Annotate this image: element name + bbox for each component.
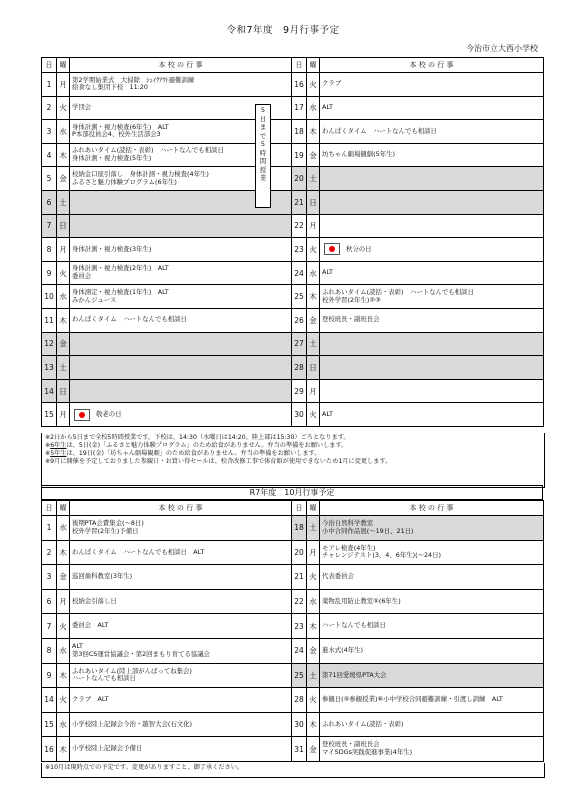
weekday-cell: 水 <box>307 589 320 614</box>
event-cell: 小学校陸上記録会今治・越智大会(石文化) <box>70 712 292 737</box>
weekday-cell: 日 <box>307 356 320 380</box>
col-day: 日 <box>42 58 57 73</box>
vbox-char: 5 <box>260 106 266 114</box>
weekday-cell: 水 <box>307 96 320 120</box>
note-line: ※2日から5日まで全校5時間授業です。下校は、14:30（水曜日は14:20、陸上部は15:30）ごろとなります。 <box>45 434 350 441</box>
table-row <box>42 688 544 713</box>
day-cell: 2 <box>42 96 57 120</box>
school-name: 今治市立大西小学校 <box>466 44 538 53</box>
weekday-cell: 月 <box>307 379 320 403</box>
weekday-cell: 月 <box>307 540 320 565</box>
table-row <box>42 379 544 403</box>
event-cell: 参観日(⑤参観授業)⑥小中学校合同避難訓練・引渡し訓練 ALT <box>320 688 544 713</box>
table-row <box>42 712 544 737</box>
day-cell: 26 <box>292 308 307 332</box>
table-row <box>42 356 544 380</box>
event-cell: ALT <box>320 96 544 120</box>
day-cell: 1 <box>42 73 57 97</box>
table-row <box>42 238 544 262</box>
day-cell: 24 <box>292 638 307 663</box>
table-row <box>42 285 544 309</box>
day-cell: 8 <box>42 638 57 663</box>
event-cell <box>70 403 292 427</box>
event-cell: 登校班長・副班長会 <box>320 308 544 332</box>
event-cell: わんぱくタイム ハートなんでも相談日 <box>320 120 544 144</box>
weekday-cell: 水 <box>57 638 70 663</box>
table-row <box>42 190 544 214</box>
table-row <box>42 214 544 238</box>
event-cell <box>70 332 292 356</box>
day-cell: 22 <box>292 214 307 238</box>
event-cell: 登校班長・副班長会 マイSDGs実践促進事業(4年生) <box>320 737 544 762</box>
vbox-char: で <box>259 131 267 140</box>
day-cell: 19 <box>292 143 307 167</box>
event-cell: 校納金口座引落し 身体計測・視力検査(4年生) ふるさと魅力体験プログラム(6年生) <box>70 167 292 191</box>
vbox-char: 時 <box>259 148 267 157</box>
event-cell: 代表委員会 <box>320 565 544 590</box>
weekday-cell: 日 <box>57 214 70 238</box>
day-cell: 28 <box>292 688 307 713</box>
event-cell: わんぱくタイム ハートなんでも相談日 <box>70 308 292 332</box>
weekday-cell: 木 <box>57 308 70 332</box>
japan-flag-icon <box>324 243 340 255</box>
weekday-cell: 木 <box>307 614 320 639</box>
weekday-cell: 金 <box>307 308 320 332</box>
event-cell: 身体計測・視力検査(3年生) <box>70 238 292 262</box>
day-cell: 27 <box>292 332 307 356</box>
vbox-char: 授 <box>259 165 267 174</box>
holiday-label: 敬老の日 <box>96 409 122 418</box>
weekday-cell: 土 <box>57 356 70 380</box>
event-cell <box>70 356 292 380</box>
day-cell: 24 <box>292 261 307 285</box>
day-cell: 20 <box>292 167 307 191</box>
note-line: ※9月に開催を予定しておりました参観日・お買い得セールは、校舎改修工事で体育館が使用できないため1月に変更します。 <box>45 457 392 465</box>
weekday-cell: 火 <box>307 403 320 427</box>
weekday-cell: 火 <box>57 261 70 285</box>
event-cell <box>70 379 292 403</box>
note-line: ※10月は現時点での予定です。変更がありますこと、御了承ください。 <box>45 764 244 771</box>
weekday-cell: 日 <box>57 379 70 403</box>
weekday-cell: 木 <box>57 143 70 167</box>
day-cell: 15 <box>42 403 57 427</box>
table-row <box>42 308 544 332</box>
col-weekday: 曜 <box>57 501 70 516</box>
event-cell: 小学校陸上記録会予備日 <box>70 737 292 762</box>
day-cell: 3 <box>42 120 57 144</box>
weekday-cell: 土 <box>307 516 320 541</box>
table-row <box>42 332 544 356</box>
weekday-cell: 土 <box>57 190 70 214</box>
day-cell: 11 <box>42 308 57 332</box>
weekday-cell: 火 <box>307 565 320 590</box>
day-cell: 21 <box>292 190 307 214</box>
day-cell: 23 <box>292 614 307 639</box>
day-cell: 7 <box>42 614 57 639</box>
event-cell: 今治自然科学教室 小中合同作品展(～19日、21日) <box>320 516 544 541</box>
table-row <box>42 403 544 427</box>
weekday-cell: 火 <box>307 73 320 97</box>
event-cell: 第2学期始業式 大掃除 ｼｪｲｸｱｳﾄ避難訓練 給食なし集団下校 11:20 <box>70 73 292 97</box>
weekday-cell: 月 <box>57 238 70 262</box>
table-row <box>42 589 544 614</box>
event-cell: クラブ ALT <box>70 688 292 713</box>
table-row <box>42 516 544 541</box>
weekday-cell: 水 <box>307 261 320 285</box>
day-cell: 18 <box>292 516 307 541</box>
weekday-cell: 木 <box>307 120 320 144</box>
holiday-event <box>322 243 541 255</box>
event-cell: モアレ検査(4年生) チャレンジテスト(3、4、6年生)(～24日) <box>320 540 544 565</box>
col-weekday: 曜 <box>307 58 320 73</box>
table-row <box>42 540 544 565</box>
weekday-cell: 月 <box>57 403 70 427</box>
event-cell: 委員会 ALT <box>70 614 292 639</box>
five-period-note-box <box>255 104 271 208</box>
day-cell: 31 <box>292 737 307 762</box>
event-cell: わんぱくタイム ハートなんでも相談日 ALT <box>70 540 292 565</box>
day-cell: 14 <box>42 688 57 713</box>
day-cell: 9 <box>42 663 57 688</box>
event-cell: ふれあいタイム(読括・表彰) ハートなんでも相談日 身体計測・視力検査(5年生) <box>70 143 292 167</box>
col-weekday: 曜 <box>307 501 320 516</box>
event-cell <box>320 332 544 356</box>
weekday-cell: 金 <box>57 167 70 191</box>
day-cell: 20 <box>292 540 307 565</box>
col-day: 日 <box>292 501 307 516</box>
col-day: 日 <box>292 58 307 73</box>
event-cell: ALT <box>320 403 544 427</box>
table-row <box>42 143 544 167</box>
table-row <box>42 167 544 191</box>
event-cell: ハートなんでも相談日 <box>320 614 544 639</box>
holiday-label: 秋分の日 <box>346 244 372 253</box>
day-cell: 13 <box>42 356 57 380</box>
day-cell: 5 <box>42 167 57 191</box>
col-day: 日 <box>42 501 57 516</box>
day-cell: 29 <box>292 379 307 403</box>
col-events: 本 校 の 行 事 <box>70 58 292 73</box>
october-note <box>41 763 545 778</box>
weekday-cell: 火 <box>57 688 70 713</box>
table-header-row <box>42 58 544 73</box>
weekday-cell: 火 <box>307 688 320 713</box>
weekday-cell: 水 <box>57 712 70 737</box>
table-row <box>42 565 544 590</box>
event-cell: ふれあいタイム(読括・表彰) ハートなんでも相談日 校外学習(2年生)②③ <box>320 285 544 309</box>
table-row <box>42 261 544 285</box>
day-cell: 30 <box>292 712 307 737</box>
table-header-row <box>42 501 544 516</box>
day-cell: 25 <box>292 663 307 688</box>
holiday-event <box>72 409 289 421</box>
table-row <box>42 96 544 120</box>
day-cell: 6 <box>42 190 57 214</box>
vbox-char: 間 <box>259 157 267 165</box>
weekday-cell: 火 <box>307 238 320 262</box>
weekday-cell: 日 <box>307 190 320 214</box>
event-cell: ALT 第3回CS運営協議会・第2回まもり育てる協議会 <box>70 638 292 663</box>
weekday-cell: 木 <box>57 540 70 565</box>
day-cell: 22 <box>292 589 307 614</box>
weekday-cell: 月 <box>57 589 70 614</box>
weekday-cell: 木 <box>307 285 320 309</box>
col-weekday: 曜 <box>57 58 70 73</box>
day-cell: 10 <box>42 285 57 309</box>
day-cell: 4 <box>42 143 57 167</box>
event-cell: 後期PTA会費集金(～8日) 校外学習(2年生)予備日 <box>70 516 292 541</box>
table-row <box>42 638 544 663</box>
note-line: ※6年生は、5日(金)「ふるさと魅力体験プログラム」のため給食がありません。弁当の準備をお願いします。 <box>45 441 348 449</box>
day-cell: 18 <box>292 120 307 144</box>
col-events: 本 校 の 行 事 <box>320 501 544 516</box>
table-row <box>42 737 544 762</box>
weekday-cell: 金 <box>57 332 70 356</box>
event-cell: ふれあいタイム(陸上部がんばってね集会) ハートなんでも相談日 <box>70 663 292 688</box>
weekday-cell: 木 <box>57 663 70 688</box>
weekday-cell: 金 <box>307 737 320 762</box>
day-cell: 6 <box>42 589 57 614</box>
weekday-cell: 火 <box>57 96 70 120</box>
day-cell: 17 <box>292 96 307 120</box>
vbox-char: 業 <box>259 174 267 182</box>
weekday-cell: 土 <box>307 167 320 191</box>
weekday-cell: 金 <box>57 565 70 590</box>
vbox-char: 日 <box>259 114 267 123</box>
event-cell: 校納金引落し日 <box>70 589 292 614</box>
event-cell: ふれあいタイム(読括・表彰) <box>320 712 544 737</box>
event-cell <box>320 356 544 380</box>
day-cell: 1 <box>42 516 57 541</box>
day-cell: 9 <box>42 261 57 285</box>
event-cell: 薬物乱用防止教室⑤(6年生) <box>320 589 544 614</box>
day-cell: 8 <box>42 238 57 262</box>
weekday-cell: 土 <box>307 332 320 356</box>
table-row <box>42 663 544 688</box>
table-row <box>42 614 544 639</box>
weekday-cell: 金 <box>307 143 320 167</box>
event-cell: 身体測定・視力検査(1年生) ALT みかんジュース <box>70 285 292 309</box>
september-schedule-table <box>41 57 544 427</box>
event-cell <box>70 214 292 238</box>
event-cell: 身体計測・視力検査(6年生) ALT P本部役員会4、校外生活部会3 <box>70 120 292 144</box>
col-events: 本 校 の 行 事 <box>320 58 544 73</box>
weekday-cell: 水 <box>57 285 70 309</box>
day-cell: 25 <box>292 285 307 309</box>
page-title: 令和7年度 9月行事予定 <box>226 25 340 36</box>
event-cell <box>320 167 544 191</box>
weekday-cell: 水 <box>57 516 70 541</box>
day-cell: 28 <box>292 356 307 380</box>
table-row <box>42 73 544 97</box>
weekday-cell: 水 <box>57 120 70 144</box>
vbox-char: ま <box>259 123 267 131</box>
day-cell: 3 <box>42 565 57 590</box>
event-cell <box>320 238 544 262</box>
day-cell: 16 <box>292 73 307 97</box>
day-cell: 21 <box>292 565 307 590</box>
japan-flag-icon <box>74 409 90 421</box>
october-title: R7年度 10月行事予定 <box>41 485 543 500</box>
day-cell: 7 <box>42 214 57 238</box>
event-cell: クラブ <box>320 73 544 97</box>
event-cell: ALT <box>320 261 544 285</box>
col-events: 本 校 の 行 事 <box>70 501 292 516</box>
weekday-cell: 土 <box>307 663 320 688</box>
event-cell: 学団会 <box>70 96 292 120</box>
weekday-cell: 金 <box>307 638 320 663</box>
event-cell <box>320 379 544 403</box>
event-cell <box>320 190 544 214</box>
weekday-cell: 火 <box>57 614 70 639</box>
event-cell <box>320 214 544 238</box>
weekday-cell: 月 <box>307 214 320 238</box>
day-cell: 12 <box>42 332 57 356</box>
day-cell: 14 <box>42 379 57 403</box>
weekday-cell: 月 <box>57 73 70 97</box>
table-row <box>42 120 544 144</box>
vbox-char: 5 <box>260 140 266 148</box>
event-cell: 進水式(4年生) <box>320 638 544 663</box>
weekday-cell: 木 <box>307 712 320 737</box>
note-line: ※5年生は、19日(金)「坊ちゃん劇場観劇」のため給食がありません。弁当の準備をお願いします。 <box>45 449 321 457</box>
day-cell: 30 <box>292 403 307 427</box>
october-schedule-table <box>41 500 544 762</box>
event-cell: 巡回歯科教室(3年生) <box>70 565 292 590</box>
day-cell: 23 <box>292 238 307 262</box>
day-cell: 2 <box>42 540 57 565</box>
event-cell: 第71回愛媛県PTA大会 <box>320 663 544 688</box>
day-cell: 15 <box>42 712 57 737</box>
event-cell: 坊ちゃん劇場観劇(5年生) <box>320 143 544 167</box>
september-notes <box>41 433 545 488</box>
day-cell: 16 <box>42 737 57 762</box>
event-cell: 身体計測・視力検査(2年生) ALT 委員会 <box>70 261 292 285</box>
weekday-cell: 木 <box>57 737 70 762</box>
